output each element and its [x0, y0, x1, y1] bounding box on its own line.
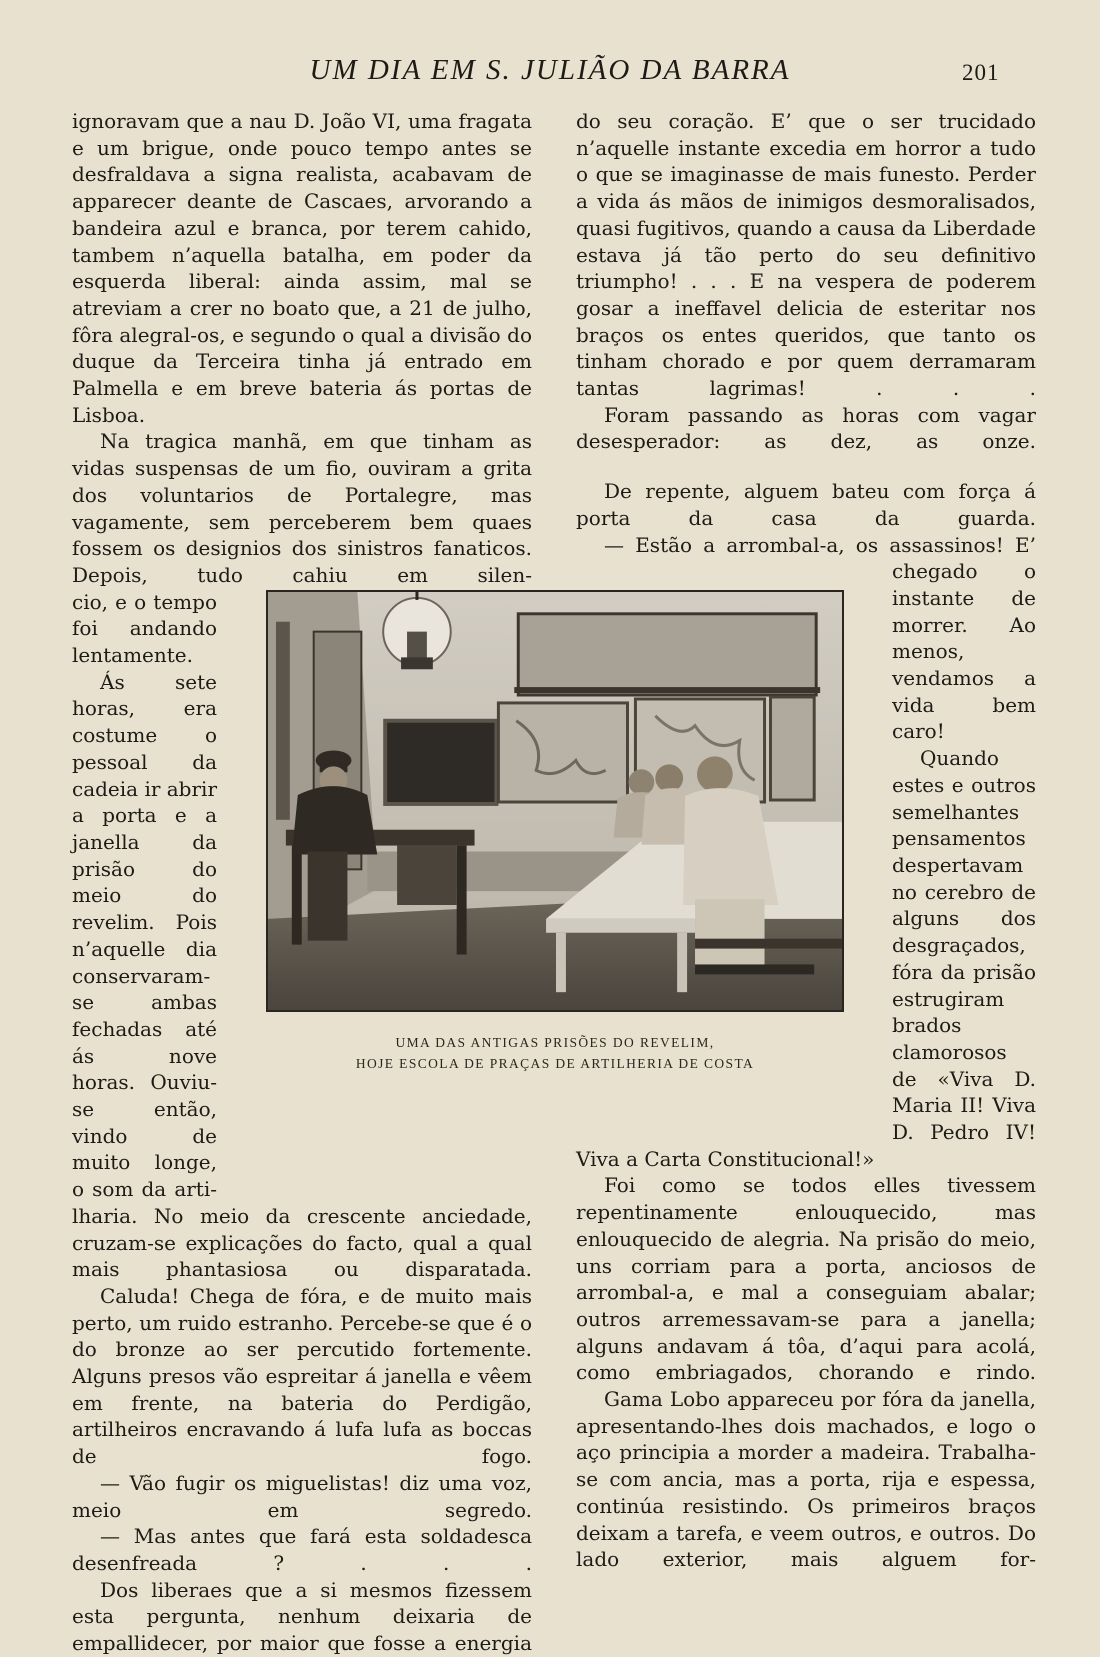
- left-paragraph-5: — Vão fugir os miguelistas! diz uma voz, meio em segredo.: [72, 1470, 532, 1522]
- right-paragraph-6: Foi como se todos elles tivessem repentinamente enlouquecido, mas enlouquecido de alegria. Na prisão do meio, uns corriam para a porta, anciosos de arrombal-a, e mal a conseguiam abalar; outros arremessavam-se para a janella; alguns andavam á tôa, d’aqui para acolá, como embriagados, chorando e rindo.: [576, 1173, 1036, 1385]
- right-paragraph-5: Quando estes e outros semelhantes pensamentos despertavam no cerebro de alguns dos desgraçados, fóra da prisão estrugiram brados clamorosos de «Viva D. Maria II! Viva D. Pedro IV!: [892, 746, 1036, 1145]
- right-paragraph-1: do seu coração. E’ que o ser trucidado n’aquelle instante excedia em horror a tudo o que se imaginasse de mais funesto. Perder a vida ás mãos de inimigos desmoralisados, quasi fugitivos, quando a causa da Liberdade estava já tão perto do seu definitivo triumpho! . . . E na vespera de poderem gosar a ineffavel delicia de esteritar nos braços os entes queridos, que tanto os tinham chorado e por quem derramaram tantas lagrimas! . . .: [576, 109, 1036, 401]
- left-paragraph-6: — Mas antes que fará esta soldadesca desenfreada ? . . .: [72, 1524, 532, 1575]
- caption-line-1: UMA DAS ANTIGAS PRISÕES DO REVELIM,: [395, 1035, 715, 1050]
- left-paragraph-7: Dos liberaes que a si mesmos fizessem esta pergunta, nenhum deixaria de empallidecer, por maior que fosse a energia: [72, 1577, 532, 1656]
- page-number: 201: [962, 60, 1000, 85]
- prison-classroom-photo: [266, 590, 844, 1012]
- left-paragraph-1: ignoravam que a nau D. João VI, uma fragata e um brigue, onde pouco tempo antes se desfraldava a signa realista, acabavam de apparecer deante de Cascaes, arvorando a bandeira azul e branca, por terem cahido, tambem n’aquella batalha, em poder da esquerda liberal: ainda assim, mal se atreviam a crer no boato que, a 21 de julho, fôra alegral-os, e segundo o qual a divisão do duque da Terceira tinha já entrado em Palmella e em breve bateria ás portas de Lisboa.: [72, 109, 532, 427]
- right-paragraph-7: Gama Lobo appareceu por fóra da janella, apresentando-lhes dois machados, e logo o aço principia a morder a madeira. Trabalha-se com ancia, mas a porta, rija e espessa, continúa resistindo. Os primeiros braços deixam a tarefa, e veem outros, e outros. Do lado exterior, mais alguem for-: [576, 1387, 1036, 1572]
- running-header-title: UM DIA EM S. JULIÃO DA BARRA: [309, 54, 791, 86]
- right-paragraph-3: De repente, alguem bateu com força á porta da casa da guarda.: [576, 479, 1036, 530]
- left-paragraph-2: Na tragica manhã, em que tinham as vidas suspensas de um fio, ouviram a grita dos voluntarios de Portalegre, mas vagamente, sem perceberem bem quaes fossem os designios dos sinistros fanaticos. Depois, tudo cahiu em silen-: [72, 429, 532, 587]
- left-paragraph-3: Ás sete horas, era costume o pessoal da cadeia ir abrir a porta e a janella da prisão do meio do revelim. Pois n’aquelle dia conservaram-se ambas fechadas até ás nove horas. Ouviu-se então, vindo de muito longe, o som da arti-: [72, 669, 217, 1202]
- photo-caption: [266, 1032, 844, 1074]
- photo-illustration: [268, 592, 842, 1010]
- caption-line-2: HOJE ESCOLA DE PRAÇAS DE ARTILHERIA DE COSTA: [355, 1056, 755, 1071]
- right-paragraph-4: — Estão a arrombal-a, os assassinos! E’: [604, 532, 1036, 557]
- right-paragraph-4-continued: chegado o instante de morrer. Ao menos, vendamos a vida bem caro!: [892, 559, 1036, 744]
- left-paragraph-4: Caluda! Chega de fóra, e de muito mais perto, um ruido estranho. Percebe-se que é o do bronze ao ser percutido fortemente. Alguns presos vão espreitar á janella e vêem em frente, na bateria do Perdigão, artilheiros encravando á lufa lufa as boccas de fogo.: [72, 1283, 532, 1469]
- left-paragraph-3-continued: lharia. No meio da crescente anciedade, cruzam-se explicações do facto, qual a qual mais phantasiosa ou disparatada.: [72, 1203, 532, 1282]
- right-paragraph-2: Foram passando as horas com vagar desesperador: as dez, as onze.: [576, 402, 1036, 454]
- left-paragraph-2-continued: cio, e o tempo foi andando lentamente.: [72, 589, 217, 668]
- right-paragraph-5-continued: Viva a Carta Constitucional!»: [576, 1146, 875, 1171]
